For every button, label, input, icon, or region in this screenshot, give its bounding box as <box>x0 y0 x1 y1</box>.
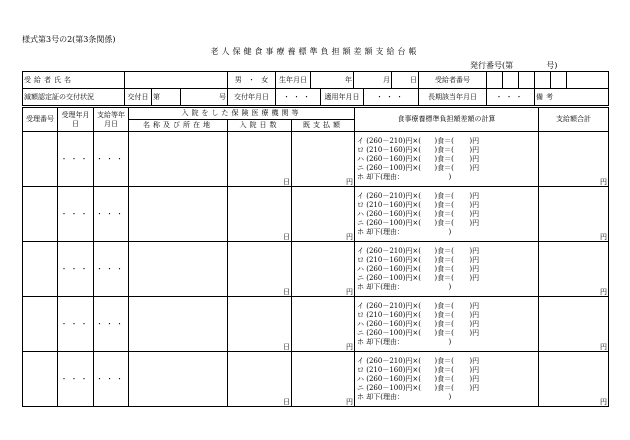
recipient-no-box-2[interactable] <box>503 72 519 89</box>
long-term-label: 長期該当年月日 <box>419 89 487 106</box>
receipt-no-cell[interactable] <box>23 352 58 407</box>
recipient-name-field[interactable] <box>125 72 228 89</box>
ledger-row <box>23 132 609 187</box>
birth-label: 生年月日 <box>276 72 311 89</box>
inpatient-days-cell[interactable]: 日 <box>228 132 292 187</box>
remarks-label: 備考 <box>535 89 609 106</box>
birth-month[interactable]: 月 <box>354 72 392 89</box>
calc-line: ロ (210－160)円×( )食＝( )円 <box>357 145 480 154</box>
total-cell[interactable]: 円 <box>539 297 609 352</box>
payment-date-cell[interactable]: ・・・ <box>94 132 129 187</box>
header-receipt-date: 受理年月日 <box>58 108 94 132</box>
sex-field[interactable] <box>228 72 276 89</box>
ledger-row <box>23 352 609 407</box>
receipt-date-cell[interactable]: ・・・ <box>58 297 94 352</box>
receipt-no-cell[interactable] <box>23 187 58 242</box>
receipt-date-cell[interactable]: ・・・ <box>58 132 94 187</box>
apply-date-label: 適用年月日 <box>321 89 364 106</box>
inpatient-days-cell[interactable]: 日 <box>228 242 292 297</box>
issue-number-label: 発行番号(第 <box>470 61 514 70</box>
form-number: 様式第3号の2(第3条関係) <box>22 35 116 44</box>
calc-line: ニ (260－100)円×( )食＝( )円 <box>357 328 480 337</box>
receipt-date-cell[interactable]: ・・・ <box>58 352 94 407</box>
recipient-no-box-3[interactable] <box>519 72 535 89</box>
header-calc: 食事療養標準負担額差額の計算 <box>355 108 539 132</box>
calc-cell[interactable] <box>355 297 539 352</box>
paid-amount-cell[interactable]: 円 <box>292 187 355 242</box>
issue-number <box>470 60 557 71</box>
header-total: 支給額合計 <box>539 108 609 132</box>
calc-line: ロ (210－160)円×( )食＝( )円 <box>357 200 480 209</box>
total-cell[interactable]: 円 <box>539 242 609 297</box>
header-paid-amount: 既支払額 <box>292 120 355 132</box>
name-address-cell[interactable] <box>129 187 228 242</box>
sex-female: 女 <box>261 75 269 84</box>
recipient-info-table <box>22 71 609 106</box>
header-hospital-group: 入院をした保険医療機関等 <box>129 108 355 120</box>
issue-date-label: 交付日 <box>125 89 152 106</box>
receipt-no-cell[interactable] <box>23 132 58 187</box>
name-address-cell[interactable] <box>129 132 228 187</box>
calc-line: イ (260－210)円×( )食＝( )円 <box>357 136 480 145</box>
total-cell[interactable]: 円 <box>539 187 609 242</box>
payment-date-cell[interactable]: ・・・ <box>94 242 129 297</box>
calc-line: ニ (260－100)円×( )食＝( )円 <box>357 218 480 227</box>
calc-line: イ (260－210)円×( )食＝( )円 <box>357 356 480 365</box>
issue-ymd-label: 交付年月日 <box>228 89 276 106</box>
calc-line: イ (260－210)円×( )食＝( )円 <box>357 246 480 255</box>
certificate-no-label: 第 <box>152 89 181 106</box>
inpatient-days-cell[interactable]: 日 <box>228 297 292 352</box>
receipt-date-cell[interactable]: ・・・ <box>58 187 94 242</box>
total-cell[interactable]: 円 <box>539 132 609 187</box>
ledger-row <box>23 187 609 242</box>
calc-line: ハ (260－160)円×( )食＝( )円 <box>357 319 480 328</box>
receipt-date-cell[interactable]: ・・・ <box>58 242 94 297</box>
calc-cell[interactable] <box>355 132 539 187</box>
recipient-no-box-1[interactable] <box>487 72 503 89</box>
paid-amount-cell[interactable]: 円 <box>292 352 355 407</box>
name-address-cell[interactable] <box>129 242 228 297</box>
paid-amount-cell[interactable]: 円 <box>292 242 355 297</box>
reduction-label: 減額認定証の交付状況 <box>23 89 125 106</box>
calc-line: ホ 却下(理由： ) <box>357 337 452 346</box>
total-cell[interactable]: 円 <box>539 352 609 407</box>
ledger-row <box>23 242 609 297</box>
header-inpatient-days: 入院日数 <box>228 120 292 132</box>
calc-line: イ (260－210)円×( )食＝( )円 <box>357 191 480 200</box>
calc-cell[interactable] <box>355 242 539 297</box>
page-title: 老人保健食事療養標準負担額差額支給台帳 <box>210 47 420 56</box>
calc-line: ニ (260－100)円×( )食＝( )円 <box>357 163 480 172</box>
name-address-cell[interactable] <box>129 297 228 352</box>
sex-separator: ・ <box>248 75 255 84</box>
calc-line: ニ (260－100)円×( )食＝( )円 <box>357 383 480 392</box>
calc-line: ロ (210－160)円×( )食＝( )円 <box>357 255 480 264</box>
payment-ledger-table <box>22 107 609 407</box>
calc-cell[interactable] <box>355 352 539 407</box>
apply-date-field[interactable]: ・・・ <box>364 89 419 106</box>
calc-line: ハ (260－160)円×( )食＝( )円 <box>357 374 480 383</box>
receipt-no-cell[interactable] <box>23 297 58 352</box>
payment-date-cell[interactable]: ・・・ <box>94 187 129 242</box>
paid-amount-cell[interactable]: 円 <box>292 297 355 352</box>
ledger-row <box>23 297 609 352</box>
birth-year[interactable]: 年 <box>311 72 354 89</box>
payment-date-cell[interactable]: ・・・ <box>94 352 129 407</box>
calc-line: ハ (260－160)円×( )食＝( )円 <box>357 154 480 163</box>
calc-line: ハ (260－160)円×( )食＝( )円 <box>357 209 480 218</box>
calc-line: ホ 却下(理由： ) <box>357 227 452 236</box>
inpatient-days-cell[interactable]: 日 <box>228 352 292 407</box>
header-receipt-no: 受理番号 <box>23 108 58 132</box>
recipient-no-box-5[interactable] <box>551 72 567 89</box>
payment-date-cell[interactable]: ・・・ <box>94 297 129 352</box>
header-name-address: 名称及び所在地 <box>129 120 228 132</box>
inpatient-days-cell[interactable]: 日 <box>228 187 292 242</box>
calc-line: ロ (210－160)円×( )食＝( )円 <box>357 310 480 319</box>
recipient-no-box-4[interactable] <box>535 72 551 89</box>
calc-line: ニ (260－100)円×( )食＝( )円 <box>357 273 480 282</box>
sex-male: 男 <box>234 75 242 84</box>
calc-line: ロ (210－160)円×( )食＝( )円 <box>357 365 480 374</box>
recipient-no-label: 受給者番号 <box>419 72 487 89</box>
receipt-no-cell[interactable] <box>23 242 58 297</box>
calc-line: イ (260－210)円×( )食＝( )円 <box>357 301 480 310</box>
certificate-no-field[interactable]: 号 <box>181 89 228 106</box>
birth-day[interactable]: 日 <box>392 72 419 89</box>
issue-ymd-field[interactable]: ・・・ <box>276 89 321 106</box>
header-payment-date: 支給等年月日 <box>94 108 129 132</box>
paid-amount-cell[interactable]: 円 <box>292 132 355 187</box>
long-term-field[interactable]: ・・・ <box>487 89 535 106</box>
calc-line: ホ 却下(理由： ) <box>357 282 452 291</box>
calc-cell[interactable] <box>355 187 539 242</box>
calc-line: ホ 却下(理由： ) <box>357 392 452 401</box>
issue-number-suffix: 号) <box>546 61 558 70</box>
calc-line: ハ (260－160)円×( )食＝( )円 <box>357 264 480 273</box>
recipient-name-label: 受給者氏名 <box>23 72 125 89</box>
name-address-cell[interactable] <box>129 352 228 407</box>
calc-line: ホ 却下(理由： ) <box>357 172 452 181</box>
recipient-no-box-6[interactable] <box>567 72 609 89</box>
